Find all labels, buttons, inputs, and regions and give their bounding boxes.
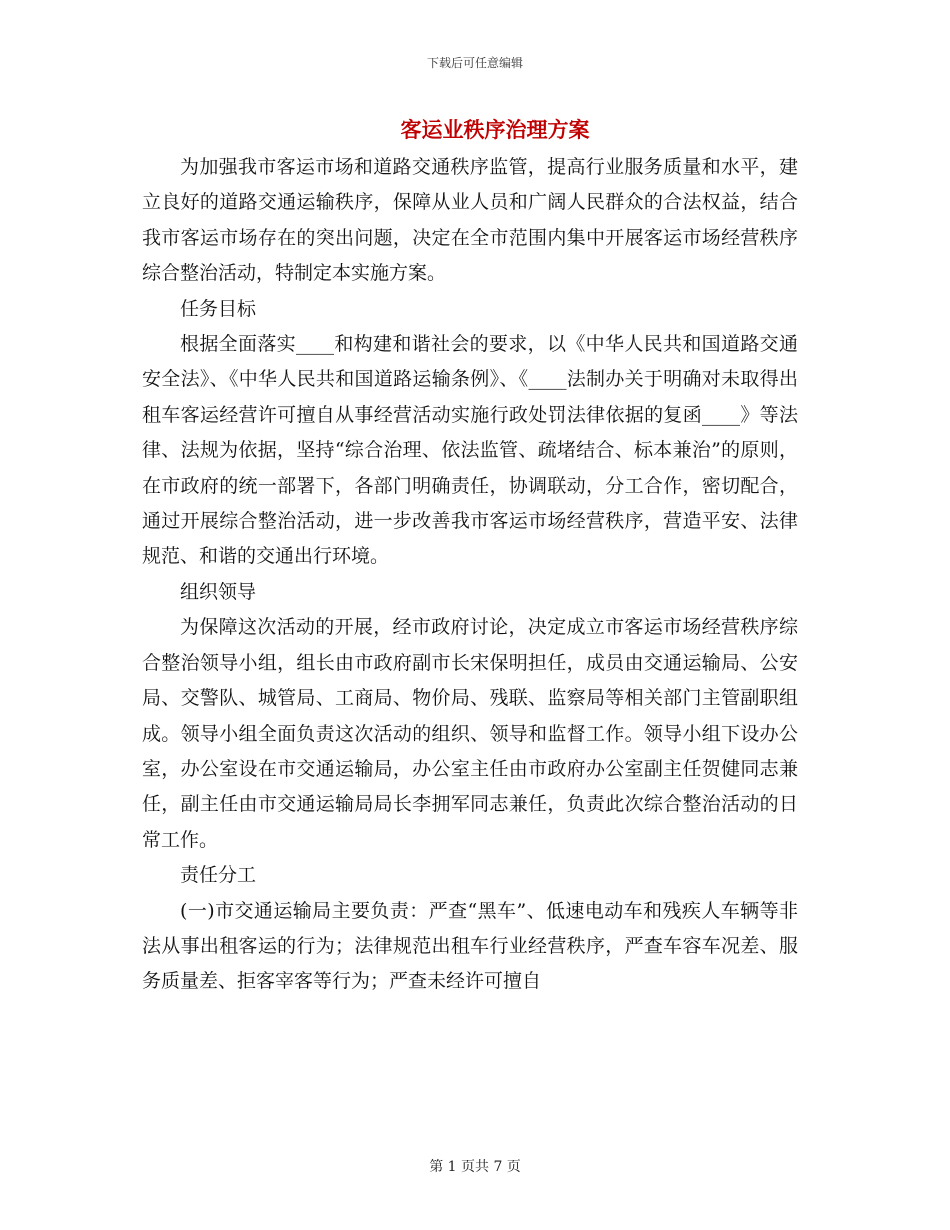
section-heading-leadership: 组织领导 (180, 580, 257, 603)
header-note: 下载后可任意编辑 (426, 56, 523, 70)
section-heading-responsibilities: 责任分工 (180, 864, 257, 887)
page-number: 第 1 页共 7 页 (429, 1159, 521, 1175)
paragraph-responsibilities: (一)市交通运输局主要负责：严查“黑车”、低速电动车和残疾人车辆等非法从事出租客运的行为；法律规范出租车行业经营秩序，严查车容车况差、服务质量差、拒客宰客等行为；严查未经许可擅自 (142, 899, 798, 993)
paragraph-intro: 为加强我市客运市场和道路交通秩序监管，提高行业服务质量和水平，建立良好的道路交通运输秩序，保障从业人员和广阔人民群众的合法权益，结合我市客运市场存在的突出问题，决定在全市范围内集中开展客运市场经营秩序综合整治活动，特制定本实施方案。 (142, 156, 798, 285)
document-body (142, 150, 798, 1000)
section-heading-goals: 任务目标 (180, 297, 257, 320)
paragraph-goals: 根据全面落实____和构建和谐社会的要求，以《中华人民共和国道路交通安全法》、《中华人民共和国道路运输条例》、《____法制办关于明确对未取得出租车客运经营许可擅自从事经营活动实施行政处罚法律依据的复函____》等法律、法规为依据，坚持“综合治理、依法监管、疏堵结合、标本兼治”的原则，在市政府的统一部署下，各部门明确责任，协调联动，分工合作，密切配合，通过开展综合整治活动，进一步改善我市客运市场经营秩序，营造平安、法律规范、和谐的交通出行环境。 (142, 333, 798, 568)
document-title: 客运业秩序治理方案 (400, 117, 590, 142)
paragraph-leadership: 为保障这次活动的开展，经市政府讨论，决定成立市客运市场经营秩序综合整治领导小组，组长由市政府副市长宋保明担任，成员由交通运输局、公安局、交警队、城管局、工商局、物价局、残联、监察局等相关部门主管副职组成。领导小组全面负责这次活动的组织、领导和监督工作。领导小组下设办公室，办公室设在市交通运输局，办公室主任由市政府办公室副主任贺健同志兼任，副主任由市交通运输局局长李拥军同志兼任，负责此次综合整治活动的日常工作。 (142, 616, 798, 851)
